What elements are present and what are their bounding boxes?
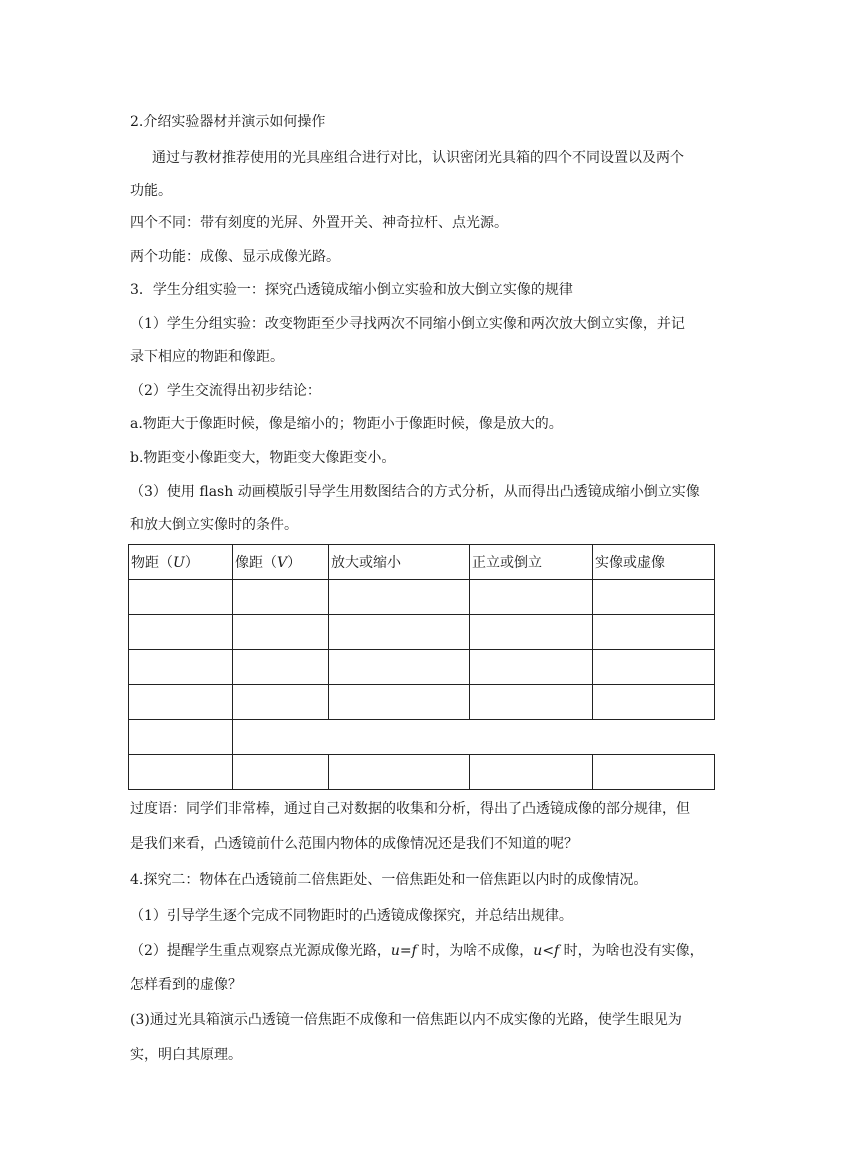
paragraph-line-17: （1）引导学生逐个完成不同物距时的凸透镜成像探究，并总结出规律。 <box>130 908 573 924</box>
paragraph-line-7: （1）学生分组实验：改变物距至少寻找两次不同缩小倒立实像和两次放大倒立实像，并记 <box>130 316 685 332</box>
table-cell[interactable] <box>470 685 593 720</box>
table-cell[interactable] <box>470 580 593 615</box>
table-row <box>129 580 715 615</box>
table-cell[interactable] <box>329 615 470 650</box>
paragraph-line-13: 和放大倒立实像时的条件。 <box>130 517 298 533</box>
data-table <box>128 544 715 790</box>
table-row <box>129 615 715 650</box>
table-row <box>129 755 715 790</box>
table-merged-cell[interactable] <box>233 720 715 755</box>
paragraph-line-21: 实，明白其原理。 <box>130 1047 242 1063</box>
table-cell[interactable] <box>129 615 233 650</box>
paragraph-line-1: 2.介绍实验器材并演示如何操作 <box>130 114 326 130</box>
paragraph-line-16: 4.探究二：物体在凸透镜前二倍焦距处、一倍焦距处和一倍焦距以内时的成像情况。 <box>130 872 648 888</box>
paragraph-line-14: 过度语：同学们非常棒，通过自己对数据的收集和分析，得出了凸透镜成像的部分规律，但 <box>130 801 690 817</box>
table-cell[interactable] <box>593 755 715 790</box>
table-cell[interactable] <box>129 580 233 615</box>
table-cell[interactable] <box>329 755 470 790</box>
table-cell[interactable] <box>129 650 233 685</box>
table-cell[interactable] <box>329 650 470 685</box>
table-cell[interactable] <box>470 615 593 650</box>
paragraph-line-2: 通过与教材推荐使用的光具座组合进行对比，认识密闭光具箱的四个不同设置以及两个 <box>152 150 684 166</box>
table-cell[interactable] <box>593 650 715 685</box>
header-image-type: 实像或虚像 <box>593 545 715 580</box>
table-row <box>129 650 715 685</box>
paragraph-line-4: 四个不同：带有刻度的光屏、外置开关、神奇拉杆、点光源。 <box>130 215 508 231</box>
table-header-row <box>129 545 715 580</box>
table-row <box>129 685 715 720</box>
table-cell[interactable] <box>593 615 715 650</box>
table-cell[interactable] <box>470 650 593 685</box>
table-cell[interactable] <box>233 685 329 720</box>
table-cell[interactable] <box>233 755 329 790</box>
table-cell[interactable] <box>129 685 233 720</box>
table-cell[interactable] <box>593 685 715 720</box>
table-cell[interactable] <box>329 685 470 720</box>
table-cell[interactable] <box>593 580 715 615</box>
header-orientation: 正立或倒立 <box>470 545 593 580</box>
paragraph-line-11: b.物距变小像距变大，物距变大像距变小。 <box>130 450 396 466</box>
paragraph-line-6: 3．学生分组实验一：探究凸透镜成缩小倒立实验和放大倒立实像的规律 <box>130 282 573 298</box>
table-cell[interactable] <box>129 755 233 790</box>
table-cell[interactable] <box>129 720 233 755</box>
paragraph-line-10: a.物距大于像距时候，像是缩小的；物距小于像距时候，像是放大的。 <box>130 416 563 432</box>
paragraph-line-3: 功能。 <box>130 183 172 199</box>
paragraph-line-9: （2）学生交流得出初步结论： <box>130 383 321 399</box>
header-image-distance: 像距（V） <box>233 545 329 580</box>
header-magnification: 放大或缩小 <box>329 545 470 580</box>
table-cell[interactable] <box>233 650 329 685</box>
paragraph-line-8: 录下相应的物距和像距。 <box>130 349 284 365</box>
paragraph-line-12: （3）使用 flash 动画模版引导学生用数图结合的方式分析，从而得出凸透镜成缩小倒立实像 <box>130 484 700 500</box>
table-cell[interactable] <box>233 580 329 615</box>
paragraph-line-5: 两个功能：成像、显示成像光路。 <box>130 249 340 265</box>
table-row-merged <box>129 720 715 755</box>
header-object-distance: 物距（U） <box>129 545 233 580</box>
table-cell[interactable] <box>329 580 470 615</box>
paragraph-line-19: 怎样看到的虚像？ <box>130 977 242 993</box>
paragraph-line-20: (3)通过光具箱演示凸透镜一倍焦距不成像和一倍焦距以内不成实像的光路，使学生眼见为 <box>130 1012 682 1028</box>
paragraph-line-15: 是我们来看，凸透镜前什么范围内物体的成像情况还是我们不知道的呢？ <box>130 836 578 852</box>
table-cell[interactable] <box>233 615 329 650</box>
table-cell[interactable] <box>470 755 593 790</box>
paragraph-line-18: （2）提醒学生重点观察点光源成像光路，u=f 时，为啥不成像，u<f 时，为啥也没有实像， <box>130 943 704 959</box>
